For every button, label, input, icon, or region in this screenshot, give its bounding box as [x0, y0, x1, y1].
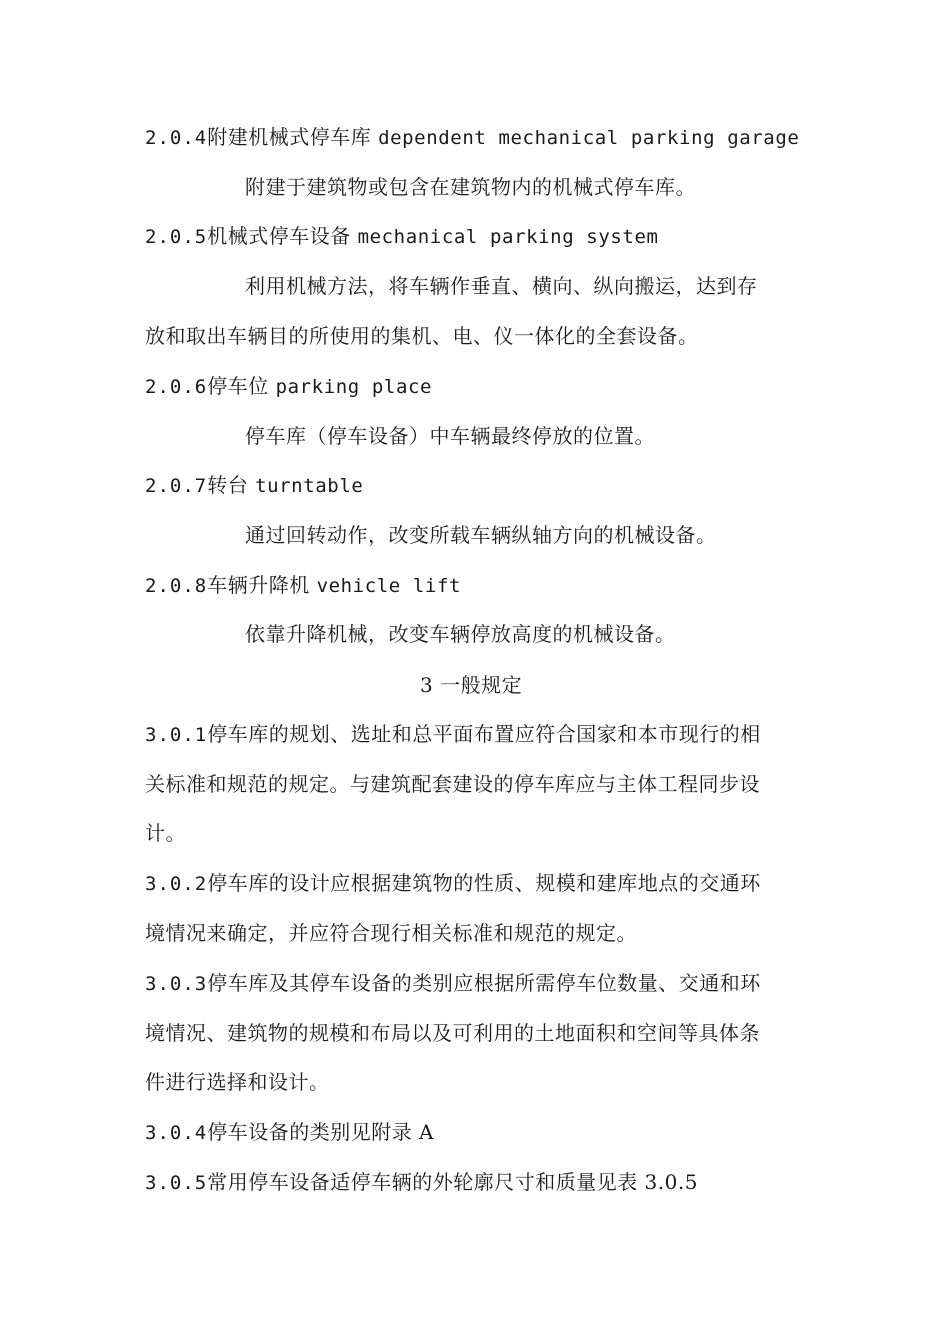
clause-3-0-1-line-1	[145, 721, 761, 748]
definition-text: 通过回转动作，改变所载车辆纵轴方向的机械设备。	[245, 523, 717, 547]
clause-text: 关标准和规范的规定。与建筑配套建设的停车库应与主体工程同步设	[145, 772, 760, 796]
term-2-0-5-heading	[145, 223, 659, 250]
clause-text: 停车库及其停车设备的类别应根据所需停车位数量、交通和环	[207, 971, 761, 995]
term-2-0-8-heading	[145, 572, 461, 599]
term-english: dependent mechanical parking garage	[378, 127, 800, 149]
term-english: parking place	[275, 376, 433, 398]
clause-text: 境情况、建筑物的规模和布局以及可利用的土地面积和空间等具体条	[145, 1021, 760, 1045]
clause-3-0-1-line-3	[145, 820, 186, 846]
clause-3-0-3-line-2	[145, 1020, 760, 1046]
clause-number: 3.0.1	[145, 724, 208, 746]
term-2-0-7-heading	[145, 472, 363, 499]
clause-3-0-2-line-2	[145, 920, 637, 946]
section-3-heading	[420, 672, 522, 698]
clause-number: 2.0.7	[145, 475, 208, 497]
clause-text: 停车库的规划、选址和总平面布置应符合国家和本市现行的相	[207, 722, 761, 746]
clause-3-0-4	[145, 1119, 434, 1146]
clause-number: 3.0.5	[145, 1172, 208, 1194]
clause-text: 件进行选择和设计。	[145, 1070, 330, 1094]
clause-number: 2.0.8	[145, 575, 208, 597]
definition-text: 放和取出车辆目的所使用的集机、电、仪一体化的全套设备。	[145, 324, 699, 348]
clause-text: 境情况来确定，并应符合现行相关标准和规范的规定。	[145, 921, 637, 945]
clause-text: 计。	[145, 821, 186, 845]
clause-number: 2.0.4	[145, 127, 208, 149]
clause-number: 2.0.5	[145, 226, 208, 248]
definition-text: 依靠升降机械，改变车辆停放高度的机械设备。	[245, 622, 676, 646]
term-chinese: 机械式停车设备	[207, 224, 351, 248]
term-english: turntable	[255, 475, 364, 497]
clause-3-0-1-line-2	[145, 771, 760, 797]
term-2-0-4-heading	[145, 124, 799, 151]
definition-text: 停车库（停车设备）中车辆最终停放的位置。	[245, 424, 655, 448]
term-2-0-6-heading	[145, 373, 432, 400]
definition-text: 附建于建筑物或包含在建筑物内的机械式停车库。	[245, 175, 696, 199]
clause-text: 停车设备的类别见附录 A	[207, 1120, 435, 1144]
term-2-0-4-definition	[245, 174, 696, 200]
clause-number: 2.0.6	[145, 376, 208, 398]
definition-text: 利用机械方法，将车辆作垂直、横向、纵向搬运，达到存	[245, 274, 758, 298]
clause-number: 3.0.4	[145, 1122, 208, 1144]
term-2-0-8-definition	[245, 621, 676, 647]
term-chinese: 停车位	[207, 374, 269, 398]
term-english: vehicle lift	[316, 575, 462, 597]
clause-3-0-3-line-1	[145, 970, 761, 997]
term-2-0-5-definition-line-2	[145, 323, 699, 349]
term-chinese: 转台	[207, 473, 249, 497]
term-2-0-6-definition	[245, 423, 655, 449]
clause-text: 停车库的设计应根据建筑物的性质、规模和建库地点的交通环	[207, 871, 761, 895]
clause-text: 常用停车设备适停车辆的外轮廓尺寸和质量见表 3.0.5	[207, 1170, 698, 1194]
clause-3-0-3-line-3	[145, 1069, 330, 1095]
term-2-0-5-definition-line-1	[245, 273, 758, 299]
clause-3-0-5	[145, 1169, 698, 1196]
term-chinese: 车辆升降机	[207, 573, 310, 597]
clause-3-0-2-line-1	[145, 870, 761, 897]
section-title: 3 一般规定	[420, 673, 523, 697]
clause-number: 3.0.3	[145, 973, 208, 995]
clause-number: 3.0.2	[145, 873, 208, 895]
term-2-0-7-definition	[245, 522, 717, 548]
term-chinese: 附建机械式停车库	[207, 125, 372, 149]
term-english: mechanical parking system	[357, 226, 659, 248]
